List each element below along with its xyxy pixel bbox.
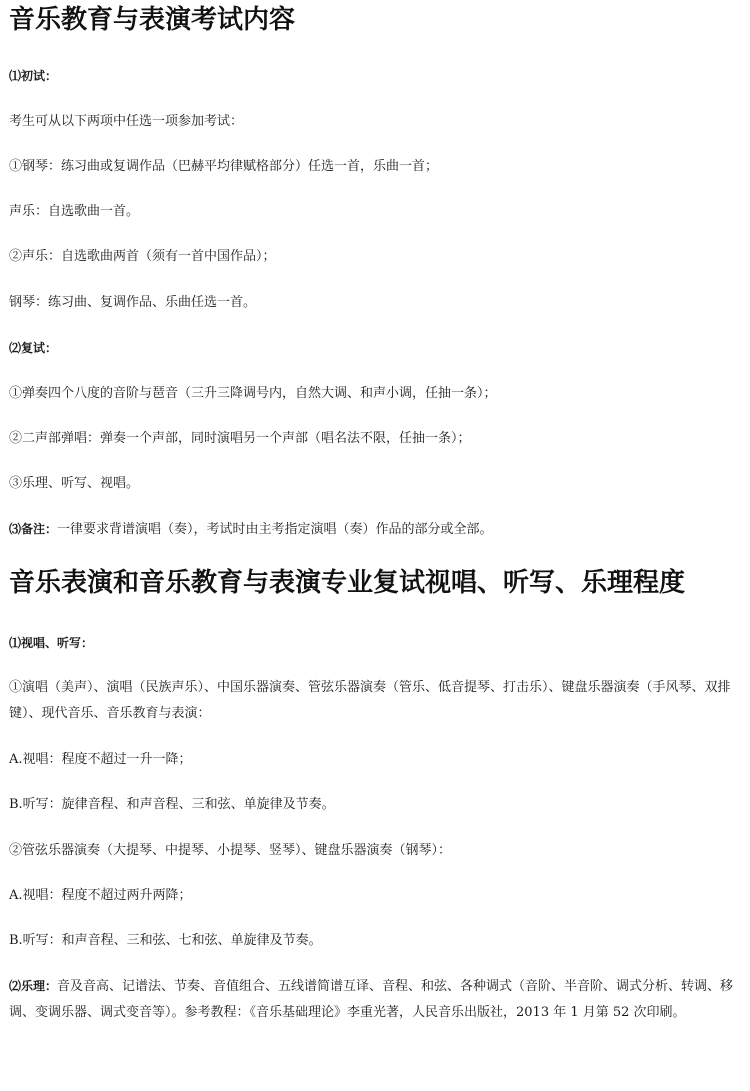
group2-majors: ②管弦乐器演奏（大提琴、中提琴、小提琴、竖琴）、键盘乐器演奏（钢琴）： — [9, 843, 452, 858]
retest-item-theory: ③乐理、听写、视唱。 — [9, 476, 140, 491]
group1-majors: ①演唱（美声）、演唱（民族声乐）、中国乐器演奏、管弦乐器演奏（管乐、低音提琴、打击乐）、键盘乐器演奏（手风琴、双排键）、现代音乐、音乐教育与表演： — [9, 680, 731, 721]
option2-piano: 钢琴：练习曲、复调作品、乐曲任选一首。 — [9, 295, 257, 310]
initial-test-intro: 考生可从以下两项中任选一项参加考试： — [9, 114, 244, 129]
initial-test-heading: ⑴初试： — [9, 69, 58, 83]
note-paragraph — [9, 520, 493, 539]
retest-item-scales: ①弹奏四个八度的音阶与琶音（三升三降调号内，自然大调、和声小调，任抽一条）； — [9, 386, 497, 401]
option1-vocal: 声乐：自选歌曲一首。 — [9, 204, 140, 219]
note-label: ⑶备注： — [9, 522, 58, 536]
note-text: 一律要求背谱演唱（奏），考试时由主考指定演唱（奏）作品的部分或全部。 — [57, 522, 493, 537]
option1-piano: ①钢琴：练习曲或复调作品（巴赫平均律赋格部分）任选一首，乐曲一首； — [9, 159, 439, 174]
section-title-exam-content: 音乐教育与表演考试内容 — [9, 5, 296, 35]
theory-label: ⑵乐理： — [9, 979, 58, 993]
retest-heading: ⑵复试： — [9, 341, 58, 355]
retest-item-two-part: ②二声部弹唱：弹奏一个声部，同时演唱另一个声部（唱名法不限，任抽一条）； — [9, 431, 471, 446]
theory-text: 音及音高、记谱法、节奏、音值组合、五线谱简谱互译、音程、和弦、各种调式（音阶、半音阶、调式分析、转调、移调、变调乐器、调式变音等）。参考教程：《音乐基础理论》李重光著，人民音乐出版社，2013 年 1 月第 52 次印刷。 — [9, 979, 734, 1020]
section-title-retest-level: 音乐表演和音乐教育与表演专业复试视唱、听写、乐理程度 — [9, 568, 686, 598]
sight-dictation-heading: ⑴视唱、听写： — [9, 636, 94, 650]
option2-vocal: ②声乐：自选歌曲两首（须有一首中国作品）； — [9, 249, 276, 264]
group2-dictation: B.听写：和声音程、三和弦、七和弦、单旋律及节奏。 — [9, 933, 322, 948]
theory-paragraph — [9, 973, 737, 1026]
group1-sight-singing: A.视唱：程度不超过一升一降； — [9, 752, 192, 767]
group2-sight-singing: A.视唱：程度不超过两升两降； — [9, 888, 192, 903]
group1-dictation: B.听写：旋律音程、和声音程、三和弦、单旋律及节奏。 — [9, 797, 335, 812]
